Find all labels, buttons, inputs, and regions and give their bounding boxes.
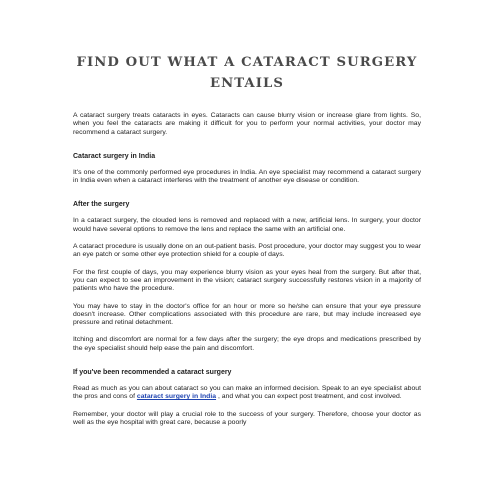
section-heading-recommended-surgery: If you've been recommended a cataract surgery [73,369,232,377]
section3-paragraph-1 [73,385,421,402]
section2-paragraph-5: Itching and discomfort are normal for a few days after the surgery; the eye drops and medications prescribed by the eye specialist should help ease the pain and discomfort. [73,336,421,352]
section3-paragraph-2: Remember, your doctor will play a crucial role to the success of your surgery. Therefore, choose your doctor as well as the eye hospital with great care, because a poorly [73,410,421,426]
cataract-surgery-india-link[interactable]: cataract surgery in India [136,393,217,401]
page-title-line-1: FIND OUT WHAT A CATARACT SURGERY [76,55,418,70]
section1-paragraph: It's one of the commonly performed eye procedures in India. An eye specialist may recommend a cataract surgery in India even when a cataract interferes with the treatment of another eye disease or condition. [73,168,421,185]
page-title-line-2: ENTAILS [209,76,285,91]
section3-paragraph-1-end: , and what you can expect post treatment, and cost involved. [216,393,402,401]
section2-paragraph-4: You may have to stay in the doctor's office for an hour or more so he/she can ensure that your eye pressure doesn't increase. Other complications associated with this procedure are rare, but may include increased eye pressure and retinal detachment. [73,302,421,327]
section2-paragraph-3: For the first couple of days, you may experience blurry vision as your eyes heal from the surgery. But after that, you can expect to see an improvement in the vision; cataract surgery successfully restores vision in a majority of patients who have the procedure. [73,268,421,293]
intro-paragraph: A cataract surgery treats cataracts in eyes. Cataracts can cause blurry vision or increase glare from lights. So, when you feel the cataracts are making it difficult for you to perform your normal activities, your doctor may recommend a cataract surgery. [73,112,421,136]
section-heading-after-surgery: After the surgery [73,201,130,209]
section2-paragraph-1: In a cataract surgery, the clouded lens is removed and replaced with a new, artificial lens. In surgery, your doctor would have several options to remove the lens and replace the same with an artificial one. [73,217,421,233]
section2-paragraph-2: A cataract procedure is usually done on an out-patient basis. Post procedure, your doctor may suggest you to wear an eye patch or some other eye protection shield for a couple of days. [73,243,421,259]
section3-paragraph-1-start: Read as much as you can about cataract so you can make an informed decision. Speak to an eye specialist about the pros and cons of [73,385,421,401]
page-title [73,52,421,94]
section-heading-cataract-surgery-india: Cataract surgery in India [73,152,156,160]
